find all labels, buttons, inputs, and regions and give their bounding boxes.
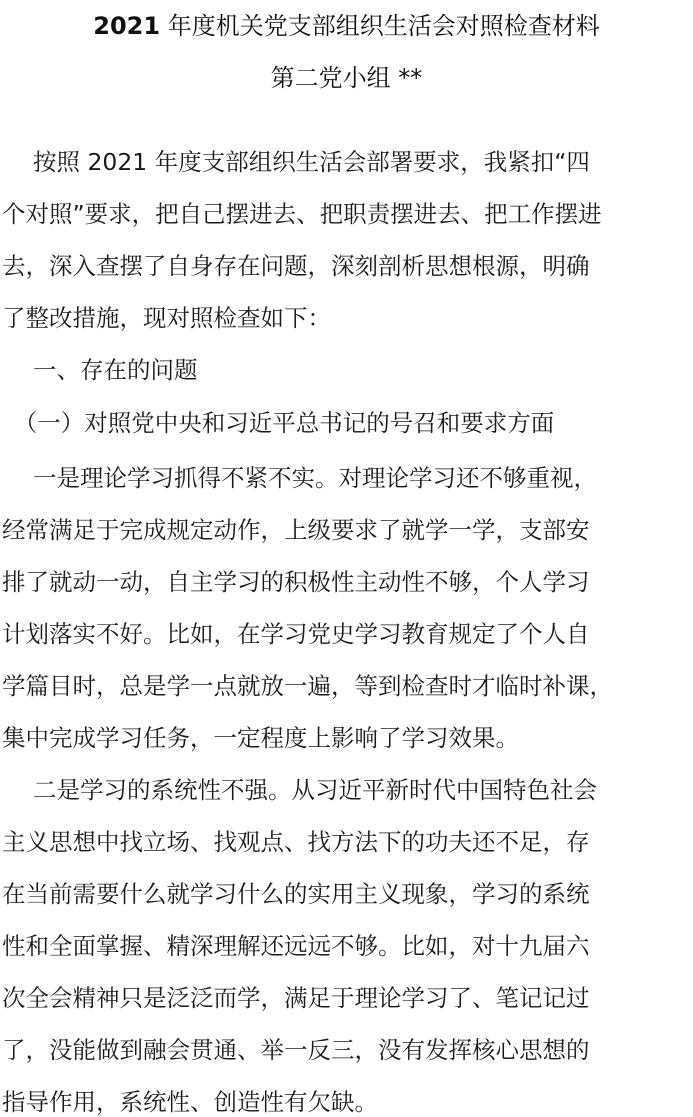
paragraph-line: 按照 2021 年度支部组织生活会部署要求，我紧扣“四 (2, 148, 590, 176)
paragraph-line: 指导作用，系统性、创造性有欠缺。 (2, 1088, 378, 1116)
paragraph-line: 二是学习的系统性不强。从习近平新时代中国特色社会 (2, 776, 597, 804)
paragraph-line: 集中完成学习任务，一定程度上影响了学习效果。 (2, 724, 519, 752)
paragraph-line: 个对照”要求，把自己摆进去、把职责摆进去、把工作摆进 (2, 200, 602, 228)
document-subtitle: 第二党小组 ** (270, 64, 423, 92)
paragraph-line: 排了就动一动，自主学习的积极性主动性不够，个人学习 (2, 568, 590, 596)
paragraph-line: 主义思想中找立场、找观点、找方法下的功夫还不足，存 (2, 828, 590, 856)
paragraph-line: 在当前需要什么就学习什么的实用主义现象，学习的系统 (2, 880, 590, 908)
title-text: 年度机关党支部组织生活会对照检查材料 (160, 12, 600, 40)
document-title (0, 11, 693, 41)
paragraph-line: 经常满足于完成规定动作，上级要求了就学一学，支部安 (2, 516, 590, 544)
paragraph-line: 次全会精神只是泛泛而学，满足于理论学习了、笔记记过 (2, 984, 590, 1012)
paragraph-line: 去，深入查摆了自身存在问题，深刻剖析思想根源，明确 (2, 252, 590, 280)
section-heading: 一、存在的问题 (2, 356, 198, 384)
paragraph-line: 一是理论学习抓得不紧不实。对理论学习还不够重视， (2, 464, 597, 492)
title-year: 2021 (93, 12, 161, 40)
paragraph-line: 了，没能做到融会贯通、举一反三，没有发挥核心思想的 (2, 1036, 590, 1064)
paragraph-line: 学篇目时，总是学一点就放一遍，等到检查时才临时补课， (2, 672, 613, 700)
paragraph-line: 计划落实不好。比如，在学习党史学习教育规定了个人自 (2, 620, 590, 648)
paragraph-line: 了整改措施，现对照检查如下： (2, 304, 331, 332)
paragraph-line: 性和全面掌握、精深理解还远远不够。比如，对十九届六 (2, 932, 590, 960)
subsection-heading: （一）对照党中央和习近平总书记的号召和要求方面 (2, 409, 555, 437)
